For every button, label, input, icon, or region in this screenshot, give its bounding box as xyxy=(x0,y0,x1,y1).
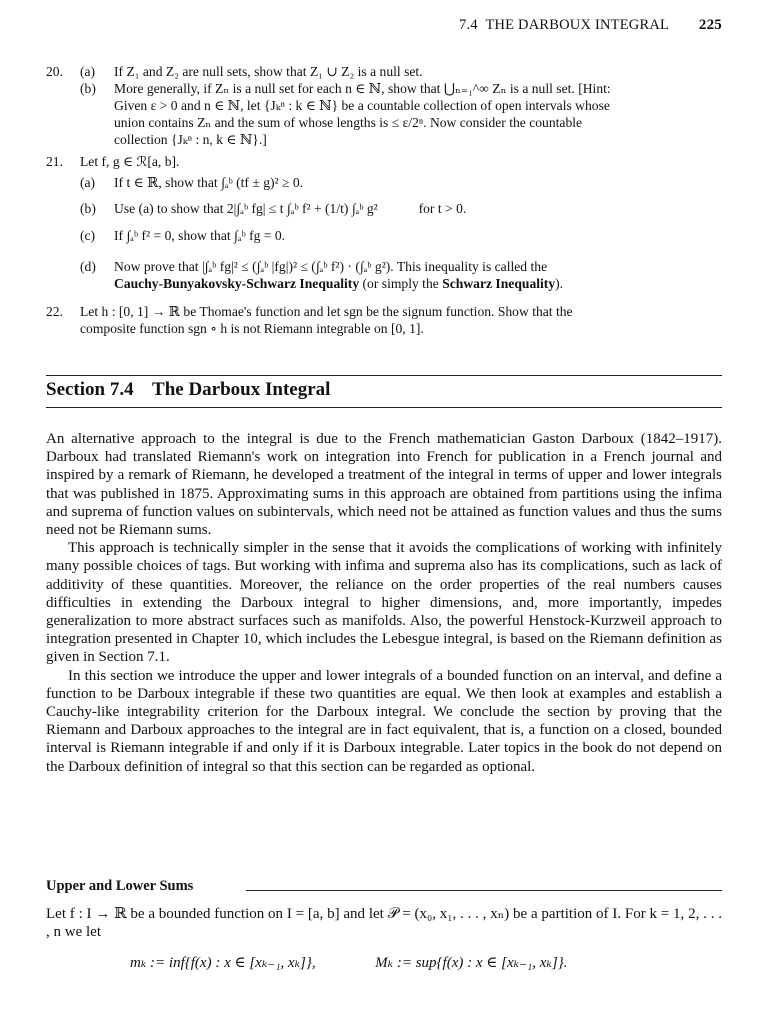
subsection-title: Upper and Lower Sums xyxy=(46,878,194,894)
exercise-22 xyxy=(46,303,722,337)
exercise-21 xyxy=(46,153,722,292)
item-text-end: ). xyxy=(555,276,564,291)
item-line: More generally, if Zₙ is a null set for each n ∈ ℕ, show that ⋃ₙ₌₁^∞ Zₙ is a null set. [Hint: xyxy=(114,81,611,96)
item-label: (b) xyxy=(80,201,96,216)
item-label: (a) xyxy=(80,175,96,190)
section-title: The Darboux Integral xyxy=(152,379,331,400)
item-label: (a) xyxy=(80,64,96,79)
exercise-line: Let h : [0, 1] → ℝ be Thomae's function and let sgn be the signum function. Show that the xyxy=(80,304,573,319)
exercise-20b xyxy=(80,80,722,148)
exercise-21c xyxy=(80,227,722,244)
running-head-section: 7.4 xyxy=(459,17,478,33)
item-label: (c) xyxy=(80,228,96,243)
item-text: If ∫ₐᵇ f² = 0, show that ∫ₐᵇ fg = 0. xyxy=(114,228,286,243)
inequality-name: Cauchy-Bunyakovsky-Schwarz Inequality xyxy=(114,276,360,291)
section-rule-top xyxy=(46,375,722,376)
item-label: (d) xyxy=(80,259,96,274)
exercise-20 xyxy=(46,63,722,148)
page-number: 225 xyxy=(698,17,722,33)
exercise-number: 21. xyxy=(46,154,63,169)
item-condition: for t > 0. xyxy=(418,201,467,216)
item-line: union contains Zₙ and the sum of whose lengths is ≤ ε/2ⁿ. Now consider the countable xyxy=(114,115,583,130)
paragraph: An alternative approach to the integral is due to the French mathematician Gaston Darboux (1842–1917). Darboux had translated Riemann's work on integration into French for publication in a French journal and inspired by a remark of Riemann, he developed a treatment of the integral in terms of upper and lower integrals that was published in 1875. Approximating sums in this approach are obtained from partitions using the infima and suprema of function values on subintervals, which need not be attained as function values and thus the sums need not be Riemann sums. xyxy=(46,431,722,539)
lower-bound-definition: mₖ := inf{f(x) : x ∈ [xₖ₋₁, xₖ]}, xyxy=(130,955,316,971)
exercise-number: 22. xyxy=(46,304,63,319)
exercise-21d xyxy=(80,258,722,292)
section-heading xyxy=(46,379,330,401)
exercise-20a xyxy=(80,63,722,80)
running-head xyxy=(459,17,722,34)
paragraph: This approach is technically simpler in the sense that it avoids the complications of working with infinitely many possible choices of tags. But working with infima and suprema also has its complications, such as lack of additivity of these quantities. Moreover, the reliance on the order properties of the real numbers causes difficulties in extending the Darboux integral to higher dimensions, and, more importantly, impedes generalization to more abstract surfaces such as manifolds. Also, the powerful Henstock-Kurzweil approach to integration presented in Chapter 10, which includes the Lebesgue integral, is based on the Riemann definition as given in Section 7.1. xyxy=(46,540,722,666)
subsection-rule xyxy=(246,890,722,891)
exercise-line: composite function sgn ∘ h is not Riemann integrable on [0, 1]. xyxy=(80,321,424,336)
item-line: Given ε > 0 and n ∈ ℕ, let {Jₖⁿ : k ∈ ℕ} be a countable collection of open intervals whose xyxy=(114,98,610,113)
section-rule-bottom xyxy=(46,407,722,408)
exercise-21a xyxy=(80,174,722,191)
item-text: Now prove that |∫ₐᵇ fg|² ≤ (∫ₐᵇ |fg|)² ≤ (∫ₐᵇ f²) · (∫ₐᵇ g²). This inequality is called the xyxy=(114,259,548,274)
upper-bound-definition: Mₖ := sup{f(x) : x ∈ [xₖ₋₁, xₖ]}. xyxy=(375,955,568,971)
item-text-mid: (or simply the xyxy=(359,276,443,291)
display-equation xyxy=(130,953,567,972)
exercise-number: 20. xyxy=(46,64,63,79)
item-text: If Z₁ and Z₂ are null sets, show that Z₁ ∪ Z₂ is a null set. xyxy=(114,64,423,79)
item-line: collection {Jₖⁿ : n, k ∈ ℕ}.] xyxy=(114,132,267,147)
exercise-intro: Let f, g ∈ ℛ[a, b]. xyxy=(80,154,180,169)
item-text: If t ∈ ℝ, show that ∫ₐᵇ (tf ± g)² ≥ 0. xyxy=(114,175,304,190)
item-label: (b) xyxy=(80,81,96,96)
paragraph: In this section we introduce the upper and lower integrals of a bounded function on an interval, and define a function to be Darboux integrable if these two quantities are equal. We then look at examples and establish a Cauchy-like integrability criterion for the Darboux integral. We conclude the section by proving that the Riemann and Darboux approaches to the integral are in fact equivalent, that is, a function on a closed, bounded interval is Riemann integrable if and only if it is Darboux integrable. Later topics in the book do not depend on the Darboux definition of integral so that this section can be regarded as optional. xyxy=(46,667,722,775)
exercise-21b xyxy=(80,200,722,217)
body-text xyxy=(46,430,722,776)
definition-text: Let f : I → ℝ be a bounded function on I = [a, b] and let 𝒫 = (x₀, x₁, . . . , xₙ) be a partition of I. For k = 1, 2, . . . , n we let xyxy=(46,906,722,941)
section-label: Section 7.4 xyxy=(46,379,134,400)
inequality-name-short: Schwarz Inequality xyxy=(442,276,556,291)
running-head-title: THE DARBOUX INTEGRAL xyxy=(485,17,670,33)
item-text: Use (a) to show that 2|∫ₐᵇ fg| ≤ t ∫ₐᵇ f² + (1/t) ∫ₐᵇ g² xyxy=(114,201,378,216)
